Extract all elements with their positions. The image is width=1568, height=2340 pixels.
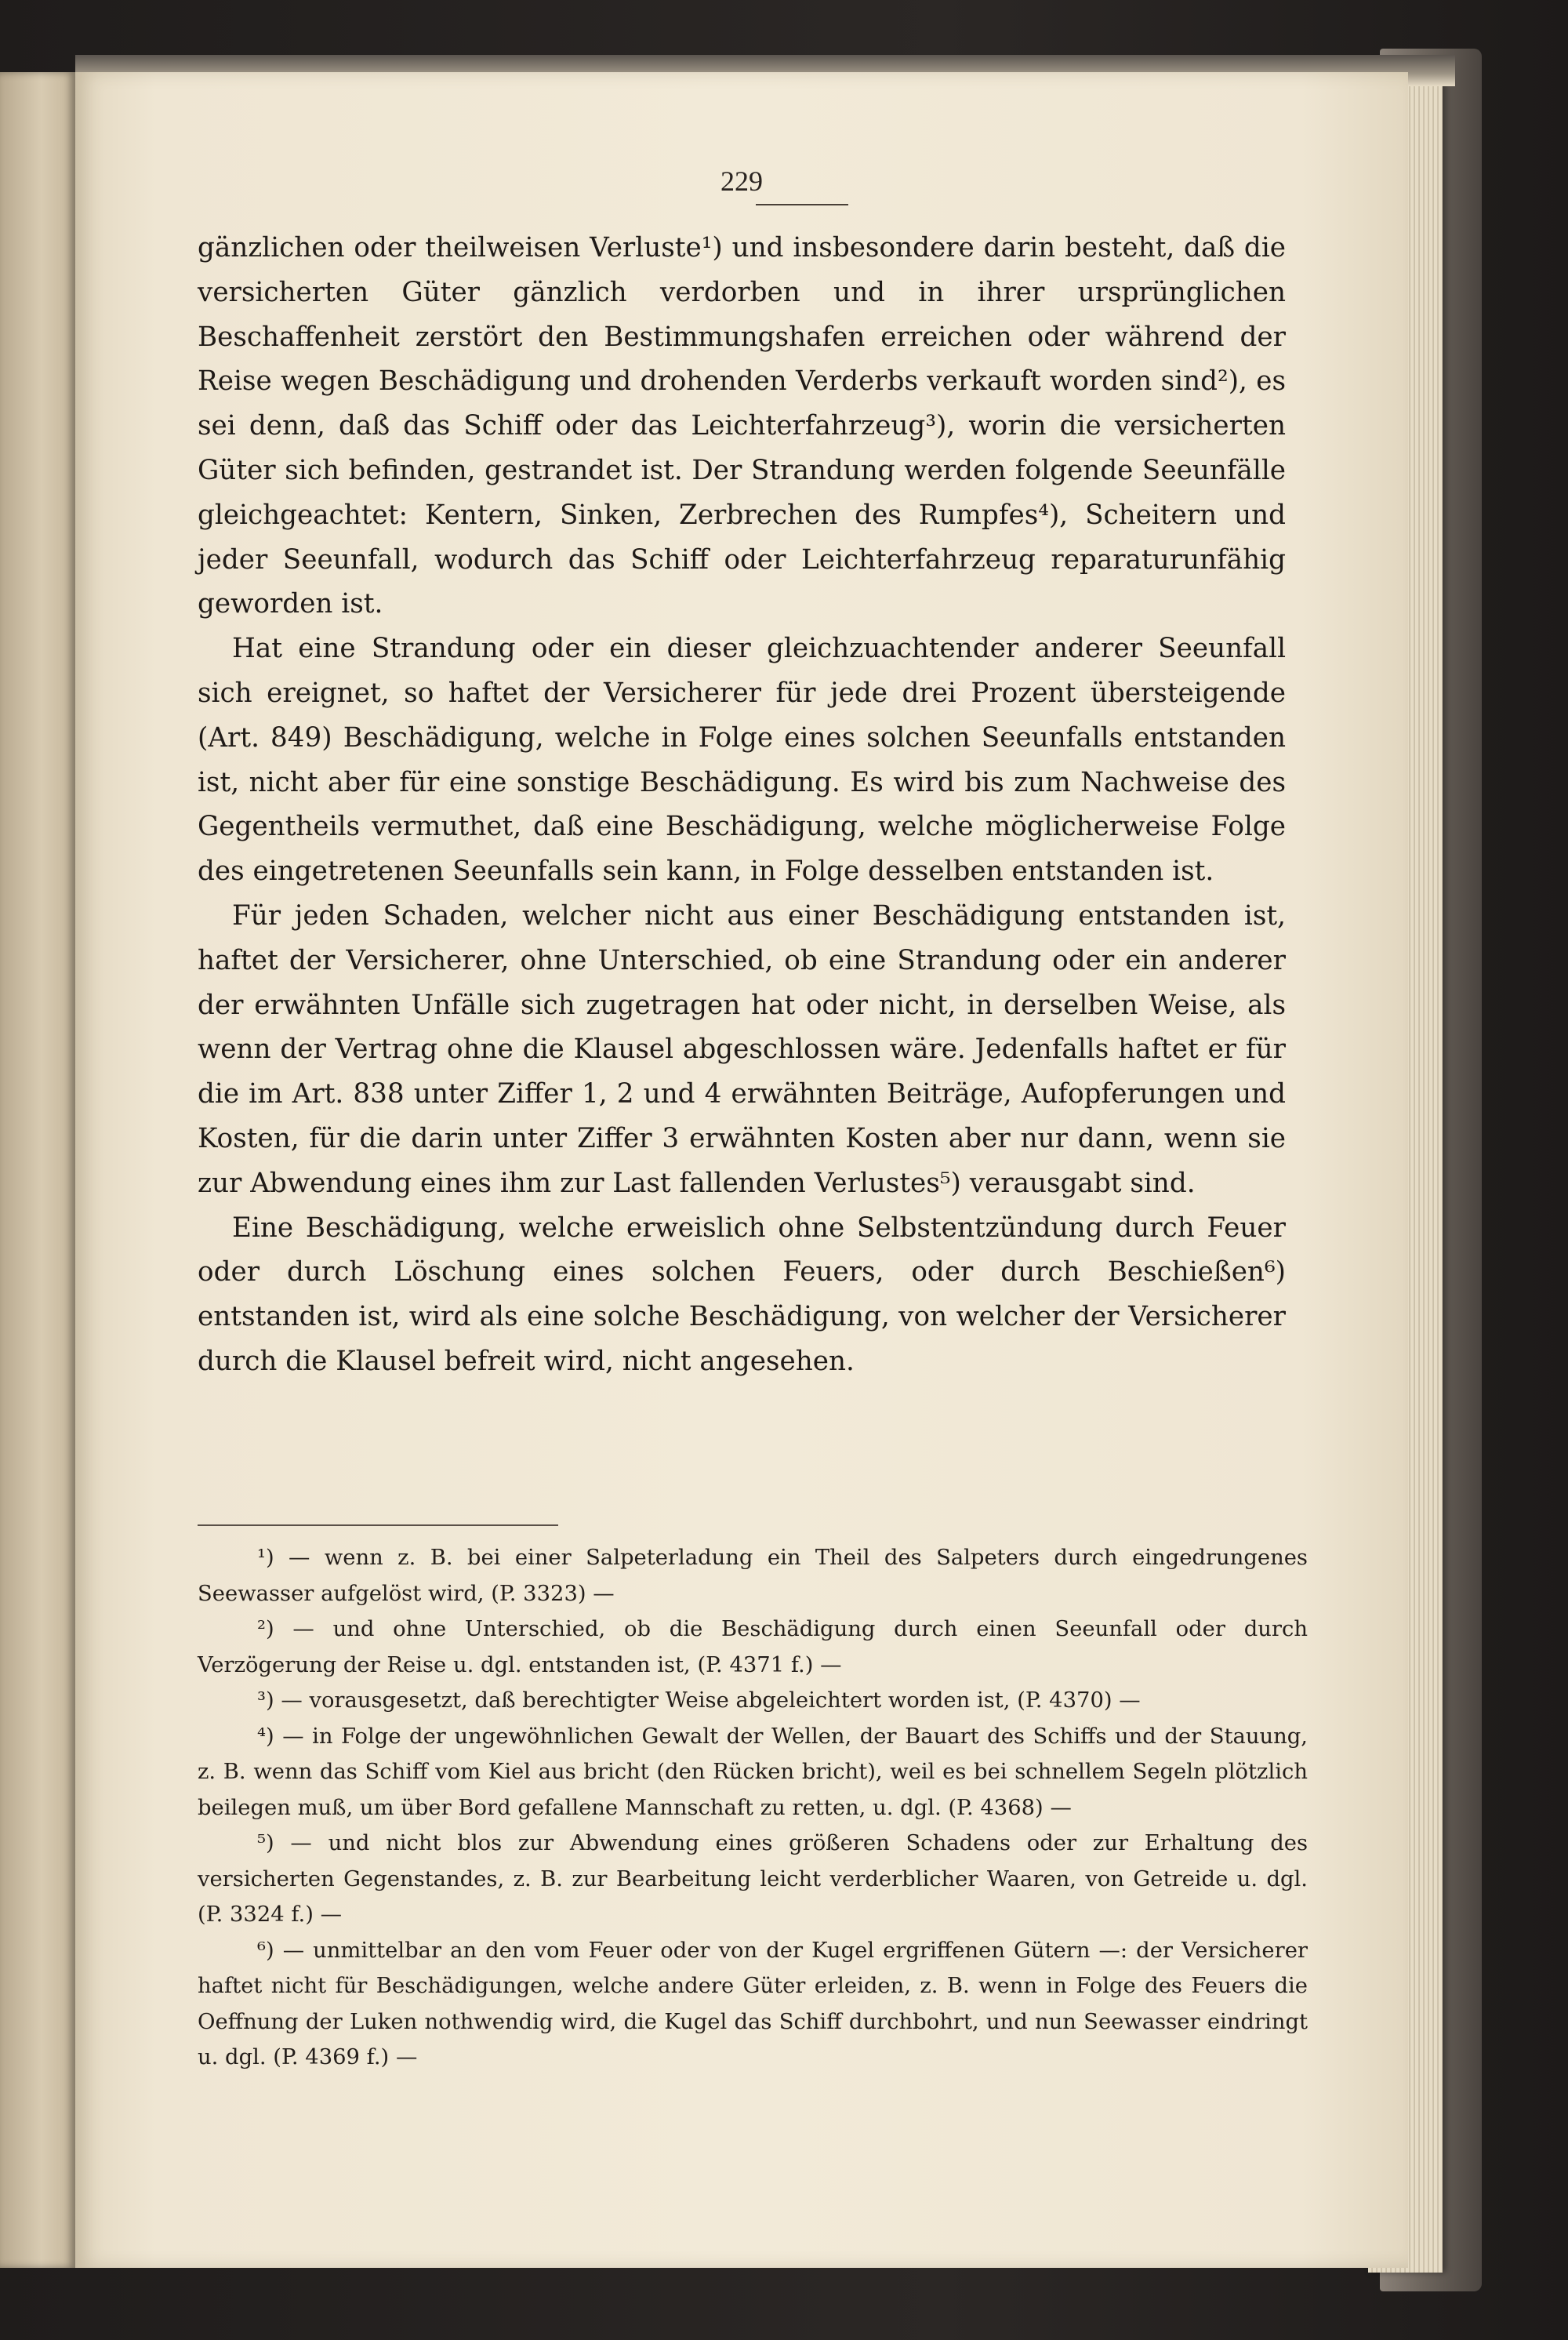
footnote-rule <box>198 1524 558 1526</box>
footnote: ⁵) — und nicht blos zur Abwendung eines größeren Schadens oder zur Erhaltung des versicherten Gegenstandes, z. B. zur Bearbeitung leicht verderblicher Waaren, von Getreide u. dgl. (P. 3324 f.) — <box>198 1831 1308 1927</box>
paragraph: Hat eine Strandung oder ein dieser gleichzuachtender anderer Seeunfall sich ereignet, so haftet der Versicherer für jede drei Prozent übersteigende (Art. 849) Beschädigung, welche in Folge eines solchen Seeunfalls entstanden ist, nicht aber für eine sonstige Beschädigung. Es wird bis zum Nachweise des Gegentheils vermuthet, daß eine Beschädigung, welche möglicherweise Folge des eingetretenen Seeunfalls sein kann, in Folge desselben entstanden ist. <box>198 633 1286 888</box>
footnotes <box>198 1540 1308 2076</box>
page-number: 229 <box>720 165 763 197</box>
paragraph: Für jeden Schaden, welcher nicht aus einer Beschädigung entstanden ist, haftet der Versicherer, ohne Unterschied, ob eine Strandung oder ein anderer der erwähnten Unfälle sich zugetragen hat oder nicht, in derselben Weise, als wenn der Vertrag ohne die Klausel abgeschlossen wäre. Jedenfalls haftet er für die im Art. 838 unter Ziffer 1, 2 und 4 erwähnten Beiträge, Aufopferungen und Kosten, für die darin unter Ziffer 3 erwähnten Kosten aber nur dann, wenn sie zur Abwendung eines ihm zur Last fallenden Verlustes⁵) verausgabt sind. <box>198 899 1286 1199</box>
footnote: ³) — vorausgesetzt, daß berechtigter Weise abgeleichtert worden ist, (P. 4370) — <box>257 1688 1141 1713</box>
page-number-rule <box>756 204 848 205</box>
left-page-edge <box>0 72 75 2268</box>
paragraph: gänzlichen oder theilweisen Verluste¹) und insbesondere darin besteht, daß die versicherten Güter gänzlich verdorben und in ihrer ursprünglichen Beschaffenheit zerstört den Bestimmungshafen erreichen oder während der Reise wegen Beschädigung und drohenden Verderbs verkauft worden sind²), es sei denn, daß das Schiff oder das Leichterfahrzeug³), worin die versicherten Güter sich befinden, gestrandet ist. Der Strandung werden folgende Seeunfälle gleichgeachtet: Kentern, Sinken, Zerbrechen des Rumpfes⁴), Scheitern und jeder Seeunfall, wodurch das Schiff oder Leichterfahrzeug reparaturunfähig geworden ist. <box>198 232 1286 620</box>
paragraph: Eine Beschädigung, welche erweislich ohne Selbstentzündung durch Feuer oder durch Löschung eines solchen Feuers, oder durch Beschießen⁶) entstanden ist, wird als eine solche Beschädigung, von welcher der Versicherer durch die Klausel befreit wird, nicht angesehen. <box>198 1212 1286 1377</box>
footnote: ¹) — wenn z. B. bei einer Salpeterladung ein Theil des Salpeters durch eingedrungenes Seewasser aufgelöst wird, (P. 3323) — <box>198 1546 1308 1606</box>
footnote: ²) — und ohne Unterschied, ob die Beschädigung durch einen Seeunfall oder durch Verzögerung der Reise u. dgl. entstanden ist, (P. 4371 f.) — <box>198 1617 1308 1677</box>
footnote: ⁴) — in Folge der ungewöhnlichen Gewalt der Wellen, der Bauart des Schiffs und der Stauung, z. B. wenn das Schiff vom Kiel aus bricht (den Rücken bricht), weil es bei schnellem Segeln plötzlich beilegen muß, um über Bord gefallene Mannschaft zu retten, u. dgl. (P. 4368) — <box>198 1724 1308 1820</box>
book-page <box>75 72 1408 2268</box>
footnote: ⁶) — unmittelbar an den vom Feuer oder von der Kugel ergriffenen Gütern —: der Versicherer haftet nicht für Beschädigungen, welche andere Güter erleiden, z. B. wenn in Folge des Feuers die Oeffnung der Luken nothwendig wird, die Kugel das Schiff durchbohrt, und nun Seewasser eindringt u. dgl. (P. 4369 f.) — <box>198 1938 1308 2069</box>
main-text <box>198 226 1286 1384</box>
